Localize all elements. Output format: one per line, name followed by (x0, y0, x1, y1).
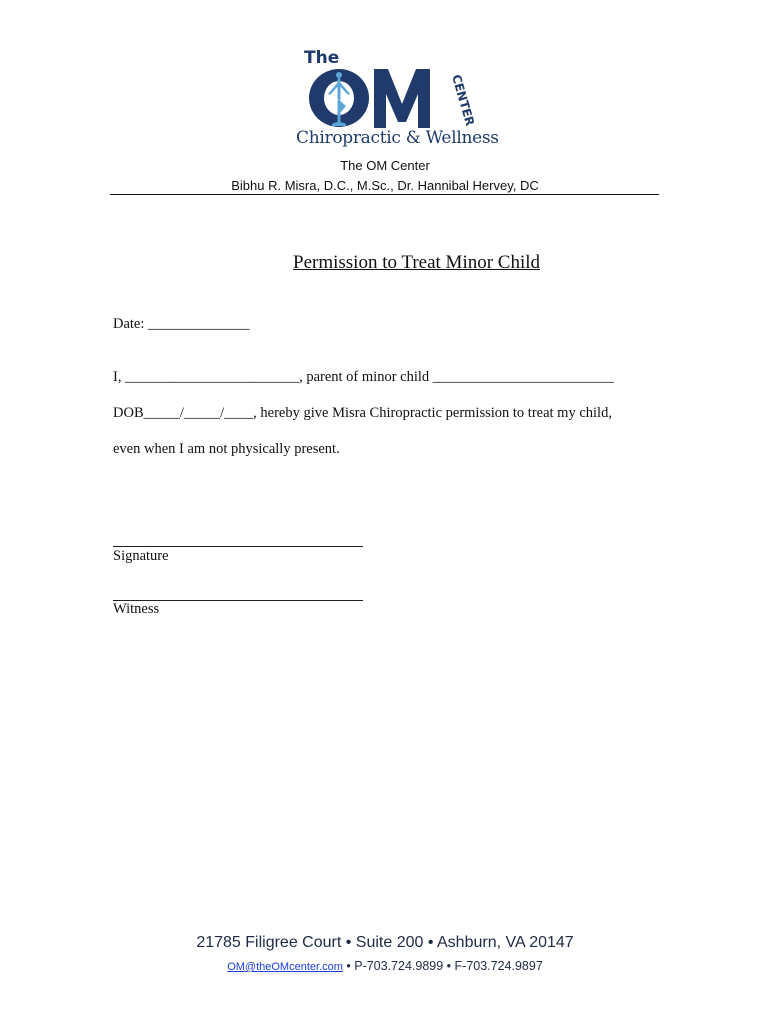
parent-child-line: I, ________________________, parent of minor child _________________________ (113, 369, 615, 385)
email-link[interactable]: OM@theOMcenter.com (227, 961, 343, 973)
dob-permission-line: DOB_____/_____/____, hereby give Misra Chiropractic permission to treat my child, (113, 405, 612, 421)
center-name: The OM Center (340, 158, 430, 173)
footer-address: 21785 Filigree Court • Suite 200 • Ashburn, VA 20147 (196, 934, 574, 951)
signature-line (113, 546, 363, 547)
logo-center-text: CENTER (449, 72, 478, 128)
footer-contact (0, 959, 770, 973)
presence-line: even when I am not physically present. (113, 441, 340, 457)
signature-label: Signature (113, 548, 169, 564)
om-logo-mark (302, 66, 478, 130)
logo-the-text: The (304, 48, 340, 68)
date-field-line: Date: ______________ (113, 316, 250, 332)
om-center-logo (296, 46, 499, 158)
header-divider (110, 194, 659, 195)
logo-tagline: Chiropractic & Wellness (296, 128, 499, 148)
form-title: Permission to Treat Minor Child (293, 252, 541, 273)
phone-fax: • P-703.724.9899 • F-703.724.9897 (342, 959, 543, 973)
doctors-line: Bibhu R. Misra, D.C., M.Sc., Dr. Hannibal Hervey, DC (231, 178, 539, 193)
witness-label: Witness (113, 601, 160, 617)
